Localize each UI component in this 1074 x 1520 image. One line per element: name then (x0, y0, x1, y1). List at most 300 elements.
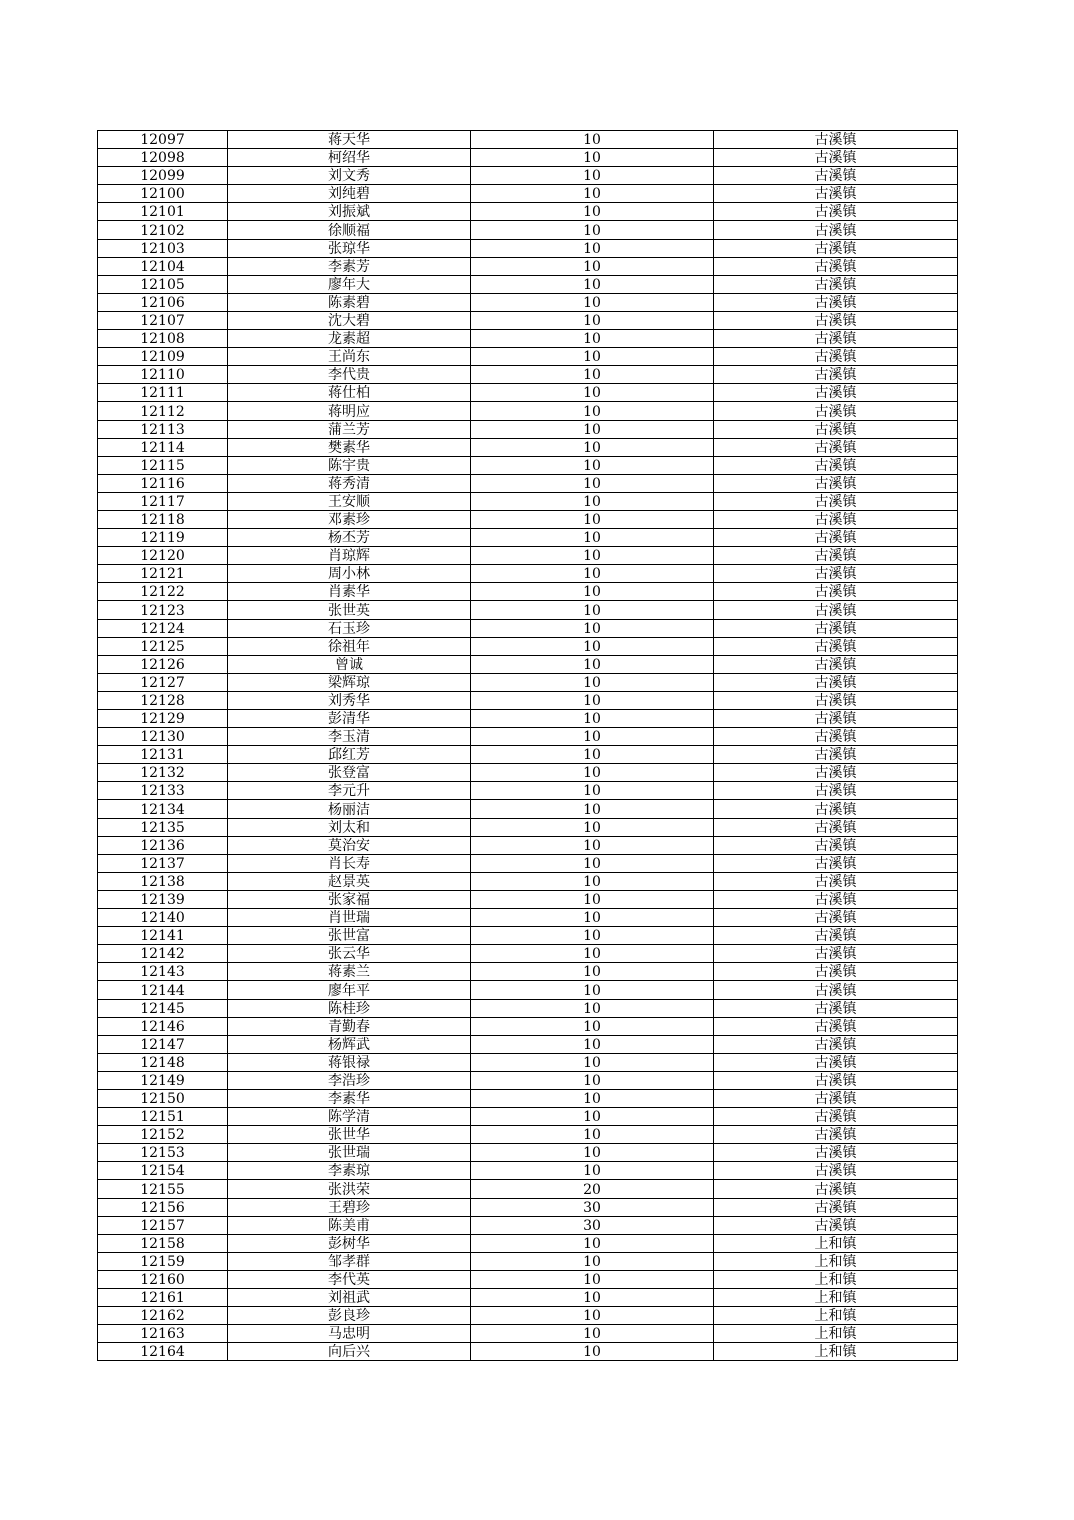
cell-amount: 10 (471, 185, 714, 203)
cell-amount: 10 (471, 1252, 714, 1270)
cell-town: 古溪镇 (714, 691, 958, 709)
table-row (98, 981, 958, 999)
cell-amount: 10 (471, 1017, 714, 1035)
cell-id: 12127 (98, 673, 228, 691)
cell-name: 王安顺 (228, 492, 471, 510)
cell-name: 陈学清 (228, 1108, 471, 1126)
cell-id: 12162 (98, 1307, 228, 1325)
cell-amount: 10 (471, 438, 714, 456)
table-row (98, 1017, 958, 1035)
table-row (98, 1289, 958, 1307)
cell-name: 刘文秀 (228, 167, 471, 185)
cell-name: 沈大碧 (228, 311, 471, 329)
table-row (98, 1325, 958, 1343)
cell-id: 12130 (98, 728, 228, 746)
table-row (98, 1144, 958, 1162)
cell-amount: 30 (471, 1216, 714, 1234)
cell-id: 12118 (98, 510, 228, 528)
cell-town: 古溪镇 (714, 728, 958, 746)
cell-amount: 10 (471, 1162, 714, 1180)
cell-name: 张琼华 (228, 239, 471, 257)
cell-amount: 10 (471, 149, 714, 167)
cell-id: 12112 (98, 402, 228, 420)
cell-town: 古溪镇 (714, 746, 958, 764)
cell-id: 12148 (98, 1053, 228, 1071)
cell-id: 12113 (98, 420, 228, 438)
cell-name: 徐祖年 (228, 637, 471, 655)
cell-town: 古溪镇 (714, 1108, 958, 1126)
table-row (98, 1343, 958, 1361)
cell-id: 12110 (98, 366, 228, 384)
table-row (98, 293, 958, 311)
cell-name: 张世富 (228, 927, 471, 945)
cell-town: 古溪镇 (714, 1162, 958, 1180)
cell-town: 古溪镇 (714, 565, 958, 583)
table-row (98, 529, 958, 547)
table-row (98, 257, 958, 275)
table-row (98, 655, 958, 673)
cell-name: 龙素超 (228, 330, 471, 348)
cell-id: 12122 (98, 583, 228, 601)
cell-amount: 10 (471, 890, 714, 908)
cell-town: 古溪镇 (714, 818, 958, 836)
cell-name: 刘祖武 (228, 1289, 471, 1307)
cell-amount: 10 (471, 1343, 714, 1361)
cell-id: 12157 (98, 1216, 228, 1234)
cell-amount: 10 (471, 1126, 714, 1144)
table-row (98, 1234, 958, 1252)
table-row (98, 1053, 958, 1071)
table-row (98, 167, 958, 185)
cell-name: 蒋明应 (228, 402, 471, 420)
cell-name: 张家福 (228, 890, 471, 908)
cell-id: 12151 (98, 1108, 228, 1126)
cell-town: 古溪镇 (714, 474, 958, 492)
cell-id: 12139 (98, 890, 228, 908)
cell-amount: 10 (471, 1325, 714, 1343)
cell-town: 古溪镇 (714, 963, 958, 981)
cell-amount: 10 (471, 619, 714, 637)
cell-name: 李浩珍 (228, 1071, 471, 1089)
cell-amount: 10 (471, 710, 714, 728)
cell-id: 12121 (98, 565, 228, 583)
cell-id: 12146 (98, 1017, 228, 1035)
cell-id: 12124 (98, 619, 228, 637)
cell-amount: 10 (471, 1089, 714, 1107)
cell-amount: 10 (471, 275, 714, 293)
cell-id: 12141 (98, 927, 228, 945)
cell-name: 蒋秀清 (228, 474, 471, 492)
cell-id: 12164 (98, 1343, 228, 1361)
cell-amount: 10 (471, 927, 714, 945)
cell-id: 12163 (98, 1325, 228, 1343)
table-row (98, 963, 958, 981)
cell-id: 12145 (98, 999, 228, 1017)
table-row (98, 330, 958, 348)
cell-id: 12143 (98, 963, 228, 981)
cell-name: 邱红芳 (228, 746, 471, 764)
cell-amount: 10 (471, 474, 714, 492)
table-row (98, 510, 958, 528)
cell-amount: 10 (471, 673, 714, 691)
cell-id: 12101 (98, 203, 228, 221)
cell-town: 古溪镇 (714, 637, 958, 655)
cell-amount: 10 (471, 963, 714, 981)
cell-amount: 10 (471, 420, 714, 438)
cell-name: 李素芳 (228, 257, 471, 275)
cell-name: 张云华 (228, 945, 471, 963)
cell-id: 12103 (98, 239, 228, 257)
cell-town: 古溪镇 (714, 854, 958, 872)
cell-id: 12159 (98, 1252, 228, 1270)
cell-name: 彭树华 (228, 1234, 471, 1252)
table-row (98, 1108, 958, 1126)
cell-town: 上和镇 (714, 1270, 958, 1288)
table-row (98, 185, 958, 203)
cell-name: 李代贵 (228, 366, 471, 384)
cell-town: 古溪镇 (714, 366, 958, 384)
table-row (98, 203, 958, 221)
cell-amount: 10 (471, 366, 714, 384)
table-row (98, 673, 958, 691)
cell-town: 古溪镇 (714, 872, 958, 890)
cell-id: 12149 (98, 1071, 228, 1089)
cell-town: 古溪镇 (714, 1053, 958, 1071)
cell-amount: 10 (471, 836, 714, 854)
table-row (98, 1270, 958, 1288)
table-row (98, 131, 958, 149)
cell-name: 陈桂珍 (228, 999, 471, 1017)
cell-id: 12155 (98, 1180, 228, 1198)
cell-town: 古溪镇 (714, 782, 958, 800)
cell-town: 古溪镇 (714, 275, 958, 293)
table-row (98, 746, 958, 764)
cell-id: 12123 (98, 601, 228, 619)
cell-town: 古溪镇 (714, 438, 958, 456)
cell-town: 古溪镇 (714, 402, 958, 420)
cell-amount: 10 (471, 655, 714, 673)
cell-town: 古溪镇 (714, 185, 958, 203)
cell-name: 张世英 (228, 601, 471, 619)
cell-id: 12119 (98, 529, 228, 547)
cell-name: 刘太和 (228, 818, 471, 836)
cell-amount: 10 (471, 945, 714, 963)
cell-name: 陈素碧 (228, 293, 471, 311)
cell-amount: 10 (471, 311, 714, 329)
cell-town: 古溪镇 (714, 203, 958, 221)
cell-amount: 10 (471, 583, 714, 601)
cell-name: 张登富 (228, 764, 471, 782)
cell-town: 古溪镇 (714, 710, 958, 728)
cell-amount: 10 (471, 872, 714, 890)
cell-town: 古溪镇 (714, 1144, 958, 1162)
table-row (98, 366, 958, 384)
cell-name: 向后兴 (228, 1343, 471, 1361)
table-row (98, 402, 958, 420)
cell-id: 12128 (98, 691, 228, 709)
cell-name: 肖琼辉 (228, 547, 471, 565)
cell-id: 12153 (98, 1144, 228, 1162)
cell-name: 柯绍华 (228, 149, 471, 167)
data-table (97, 130, 958, 1361)
cell-town: 上和镇 (714, 1325, 958, 1343)
cell-town: 古溪镇 (714, 800, 958, 818)
cell-town: 古溪镇 (714, 221, 958, 239)
cell-name: 蒋银禄 (228, 1053, 471, 1071)
table-row (98, 1180, 958, 1198)
cell-name: 张世华 (228, 1126, 471, 1144)
cell-name: 马忠明 (228, 1325, 471, 1343)
table-row (98, 945, 958, 963)
table-row (98, 691, 958, 709)
table-row (98, 1126, 958, 1144)
cell-amount: 10 (471, 384, 714, 402)
cell-amount: 10 (471, 529, 714, 547)
cell-amount: 10 (471, 492, 714, 510)
cell-amount: 10 (471, 239, 714, 257)
table-row (98, 420, 958, 438)
cell-name: 邹孝群 (228, 1252, 471, 1270)
cell-name: 蒋仕柏 (228, 384, 471, 402)
cell-town: 古溪镇 (714, 547, 958, 565)
cell-amount: 10 (471, 221, 714, 239)
cell-town: 上和镇 (714, 1252, 958, 1270)
cell-id: 12105 (98, 275, 228, 293)
table-row (98, 1252, 958, 1270)
cell-name: 杨辉武 (228, 1035, 471, 1053)
cell-amount: 10 (471, 1289, 714, 1307)
cell-amount: 10 (471, 131, 714, 149)
cell-amount: 10 (471, 1071, 714, 1089)
cell-amount: 10 (471, 402, 714, 420)
table-row (98, 1071, 958, 1089)
table-row (98, 474, 958, 492)
table-row (98, 547, 958, 565)
cell-name: 李元升 (228, 782, 471, 800)
cell-name: 莫治安 (228, 836, 471, 854)
cell-id: 12150 (98, 1089, 228, 1107)
cell-town: 古溪镇 (714, 601, 958, 619)
cell-id: 12140 (98, 909, 228, 927)
cell-amount: 10 (471, 1035, 714, 1053)
cell-id: 12107 (98, 311, 228, 329)
cell-name: 曾诚 (228, 655, 471, 673)
cell-town: 古溪镇 (714, 149, 958, 167)
cell-name: 邓素珍 (228, 510, 471, 528)
cell-name: 周小林 (228, 565, 471, 583)
cell-amount: 10 (471, 203, 714, 221)
cell-id: 12160 (98, 1270, 228, 1288)
cell-town: 上和镇 (714, 1307, 958, 1325)
table-row (98, 1089, 958, 1107)
cell-amount: 10 (471, 854, 714, 872)
cell-town: 古溪镇 (714, 257, 958, 275)
table-row (98, 1216, 958, 1234)
table-row (98, 438, 958, 456)
cell-name: 陈宇贵 (228, 456, 471, 474)
cell-id: 12133 (98, 782, 228, 800)
table-row (98, 601, 958, 619)
cell-amount: 30 (471, 1198, 714, 1216)
cell-id: 12106 (98, 293, 228, 311)
cell-name: 李玉清 (228, 728, 471, 746)
cell-amount: 10 (471, 456, 714, 474)
cell-amount: 10 (471, 691, 714, 709)
cell-id: 12131 (98, 746, 228, 764)
cell-id: 12137 (98, 854, 228, 872)
cell-id: 12161 (98, 1289, 228, 1307)
cell-amount: 10 (471, 601, 714, 619)
cell-name: 张洪荣 (228, 1180, 471, 1198)
cell-id: 12116 (98, 474, 228, 492)
cell-amount: 10 (471, 257, 714, 275)
cell-town: 古溪镇 (714, 655, 958, 673)
table-row (98, 583, 958, 601)
cell-amount: 10 (471, 1108, 714, 1126)
table-body (98, 131, 958, 1361)
cell-name: 李素琼 (228, 1162, 471, 1180)
cell-id: 12115 (98, 456, 228, 474)
cell-town: 古溪镇 (714, 1126, 958, 1144)
cell-town: 古溪镇 (714, 583, 958, 601)
cell-name: 青勤春 (228, 1017, 471, 1035)
cell-amount: 10 (471, 637, 714, 655)
cell-town: 古溪镇 (714, 167, 958, 185)
table-row (98, 637, 958, 655)
cell-town: 古溪镇 (714, 619, 958, 637)
cell-name: 赵景英 (228, 872, 471, 890)
table-row (98, 800, 958, 818)
cell-id: 12099 (98, 167, 228, 185)
cell-name: 肖素华 (228, 583, 471, 601)
cell-amount: 10 (471, 800, 714, 818)
cell-town: 古溪镇 (714, 239, 958, 257)
cell-town: 古溪镇 (714, 673, 958, 691)
cell-id: 12138 (98, 872, 228, 890)
cell-amount: 10 (471, 293, 714, 311)
cell-name: 肖长寿 (228, 854, 471, 872)
table-row (98, 872, 958, 890)
cell-name: 张世瑞 (228, 1144, 471, 1162)
cell-amount: 10 (471, 1053, 714, 1071)
table-row (98, 384, 958, 402)
cell-id: 12126 (98, 655, 228, 673)
cell-id: 12152 (98, 1126, 228, 1144)
cell-name: 刘纯碧 (228, 185, 471, 203)
table-row (98, 764, 958, 782)
cell-amount: 10 (471, 764, 714, 782)
cell-amount: 10 (471, 330, 714, 348)
cell-id: 12158 (98, 1234, 228, 1252)
cell-id: 12098 (98, 149, 228, 167)
table-row (98, 782, 958, 800)
cell-amount: 10 (471, 909, 714, 927)
cell-town: 古溪镇 (714, 510, 958, 528)
cell-name: 李代英 (228, 1270, 471, 1288)
cell-name: 王碧珍 (228, 1198, 471, 1216)
cell-id: 12134 (98, 800, 228, 818)
cell-amount: 20 (471, 1180, 714, 1198)
cell-id: 12147 (98, 1035, 228, 1053)
cell-id: 12111 (98, 384, 228, 402)
cell-amount: 10 (471, 999, 714, 1017)
cell-id: 12102 (98, 221, 228, 239)
table-row (98, 456, 958, 474)
cell-id: 12097 (98, 131, 228, 149)
cell-name: 蒲兰芳 (228, 420, 471, 438)
table-row (98, 275, 958, 293)
cell-town: 古溪镇 (714, 420, 958, 438)
cell-amount: 10 (471, 1234, 714, 1252)
cell-town: 古溪镇 (714, 836, 958, 854)
cell-id: 12154 (98, 1162, 228, 1180)
cell-id: 12109 (98, 348, 228, 366)
cell-id: 12136 (98, 836, 228, 854)
cell-town: 古溪镇 (714, 348, 958, 366)
cell-id: 12132 (98, 764, 228, 782)
table-row (98, 348, 958, 366)
table-row (98, 710, 958, 728)
cell-id: 12125 (98, 637, 228, 655)
cell-name: 李素华 (228, 1089, 471, 1107)
table-row (98, 149, 958, 167)
table-row (98, 854, 958, 872)
cell-amount: 10 (471, 547, 714, 565)
cell-name: 杨丕芳 (228, 529, 471, 547)
cell-id: 12129 (98, 710, 228, 728)
cell-name: 蒋天华 (228, 131, 471, 149)
cell-town: 古溪镇 (714, 1089, 958, 1107)
cell-name: 彭良珍 (228, 1307, 471, 1325)
cell-id: 12144 (98, 981, 228, 999)
cell-town: 古溪镇 (714, 764, 958, 782)
cell-amount: 10 (471, 981, 714, 999)
cell-town: 古溪镇 (714, 330, 958, 348)
cell-town: 古溪镇 (714, 1180, 958, 1198)
cell-town: 古溪镇 (714, 927, 958, 945)
table-row (98, 1035, 958, 1053)
cell-town: 上和镇 (714, 1289, 958, 1307)
cell-amount: 10 (471, 746, 714, 764)
cell-id: 12114 (98, 438, 228, 456)
cell-name: 王尚东 (228, 348, 471, 366)
table-row (98, 492, 958, 510)
cell-name: 徐顺福 (228, 221, 471, 239)
cell-town: 上和镇 (714, 1234, 958, 1252)
cell-amount: 10 (471, 818, 714, 836)
cell-town: 古溪镇 (714, 1198, 958, 1216)
cell-amount: 10 (471, 1307, 714, 1325)
cell-id: 12156 (98, 1198, 228, 1216)
cell-id: 12120 (98, 547, 228, 565)
cell-town: 古溪镇 (714, 384, 958, 402)
cell-name: 廖年大 (228, 275, 471, 293)
cell-id: 12108 (98, 330, 228, 348)
cell-name: 梁辉琼 (228, 673, 471, 691)
cell-amount: 10 (471, 167, 714, 185)
table-row (98, 619, 958, 637)
cell-amount: 10 (471, 348, 714, 366)
cell-town: 古溪镇 (714, 981, 958, 999)
cell-id: 12100 (98, 185, 228, 203)
cell-amount: 10 (471, 1270, 714, 1288)
cell-town: 古溪镇 (714, 311, 958, 329)
table-row (98, 1307, 958, 1325)
table-row (98, 927, 958, 945)
cell-id: 12142 (98, 945, 228, 963)
cell-town: 古溪镇 (714, 293, 958, 311)
table-row (98, 565, 958, 583)
